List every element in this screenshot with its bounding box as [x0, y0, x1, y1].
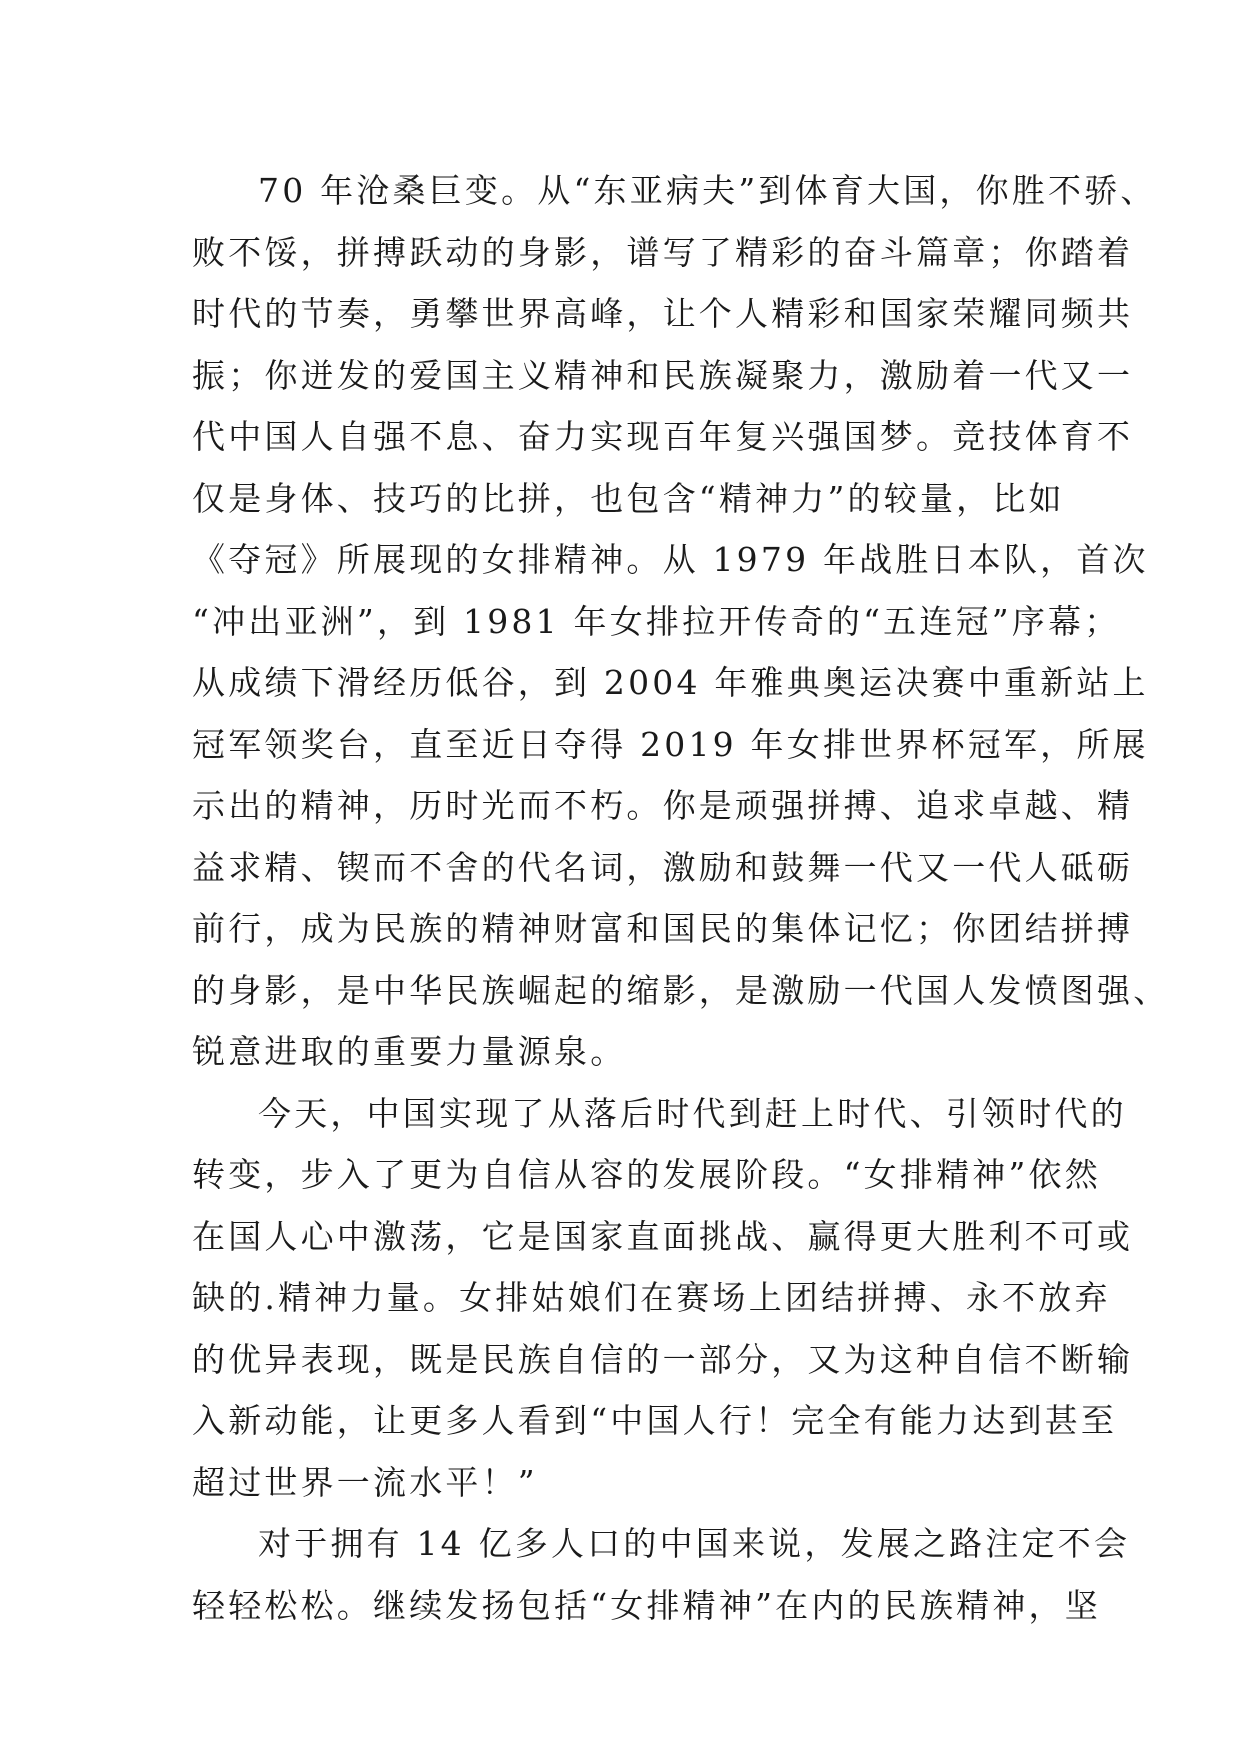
- paragraph-2-line-7: 超过世界一流水平！”: [192, 1462, 538, 1502]
- paragraph-2-line-3: 在国人心中激荡，它是国家直面挑战、赢得更大胜利不可或: [192, 1216, 1134, 1256]
- paragraph-2-line-1: 今天，中国实现了从落后时代到赶上时代、引领时代的: [258, 1093, 1127, 1133]
- paragraph-3-line-2: 轻轻松松。继续发扬包括“女排精神”在内的民族精神，坚: [192, 1585, 1101, 1625]
- paragraph-1-line-11: 示出的精神，历时光而不朽。你是顽强拼搏、追求卓越、精: [192, 786, 1134, 825]
- paragraph-1-line-3: 时代的节奏，勇攀世界高峰，让个人精彩和国家荣耀同频共: [192, 294, 1134, 333]
- paragraph-1-line-4: 振；你迸发的爱国主义精神和民族凝聚力，激励着一代又一: [192, 355, 1134, 395]
- paragraph-1-line-15: 锐意进取的重要力量源泉。: [192, 1032, 627, 1071]
- paragraph-2-line-2: 转变，步入了更为自信从容的发展阶段。“女排精神”依然: [192, 1155, 1101, 1194]
- paragraph-1-line-2: 败不馁，拼搏跃动的身影，谱写了精彩的奋斗篇章；你踏着: [192, 232, 1134, 272]
- document-body: [192, 160, 1170, 1636]
- paragraph-1-line-7: 《夺冠》所展现的女排精神。从 1979 年战胜日本队，首次: [192, 540, 1149, 579]
- paragraph-1-line-1: 70 年沧桑巨变。从“东亚病夫”到体育大国，你胜不骄、: [258, 171, 1157, 210]
- paragraph-1-line-9: 从成绩下滑经历低谷，到 2004 年雅典奥运决赛中重新站上: [192, 663, 1149, 702]
- paragraph-1-line-8: “冲出亚洲”，到 1981 年女排拉开传奇的“五连冠”序幕；: [192, 601, 1121, 641]
- paragraph-1-line-6: 仅是身体、技巧的比拼，也包含“精神力”的较量，比如: [192, 478, 1065, 518]
- paragraph-1-line-10: 冠军领奖台，直至近日夺得 2019 年女排世界杯冠军，所展: [192, 724, 1149, 764]
- paragraph-2-line-6: 入新动能，让更多人看到“中国人行！完全有能力达到甚至: [192, 1401, 1118, 1440]
- paragraph-1-line-5: 代中国人自强不息、奋力实现百年复兴强国梦。竞技体育不: [192, 417, 1134, 456]
- paragraph-1-line-14: 的身影，是中华民族崛起的缩影，是激励一代国人发愤图强、: [192, 970, 1170, 1010]
- paragraph-3-line-1: 对于拥有 14 亿多人口的中国来说，发展之路注定不会: [258, 1524, 1131, 1563]
- paragraph-1-line-12: 益求精、锲而不舍的代名词，激励和鼓舞一代又一代人砥砺: [192, 847, 1134, 887]
- paragraph-2-line-4: 缺的.精神力量。女排姑娘们在赛场上团结拼搏、永不放弃: [192, 1278, 1111, 1317]
- paragraph-1-line-13: 前行，成为民族的精神财富和国民的集体记忆；你团结拼搏: [192, 909, 1134, 948]
- paragraph-2-line-5: 的优异表现，既是民族自信的一部分，又为这种自信不断输: [192, 1339, 1134, 1379]
